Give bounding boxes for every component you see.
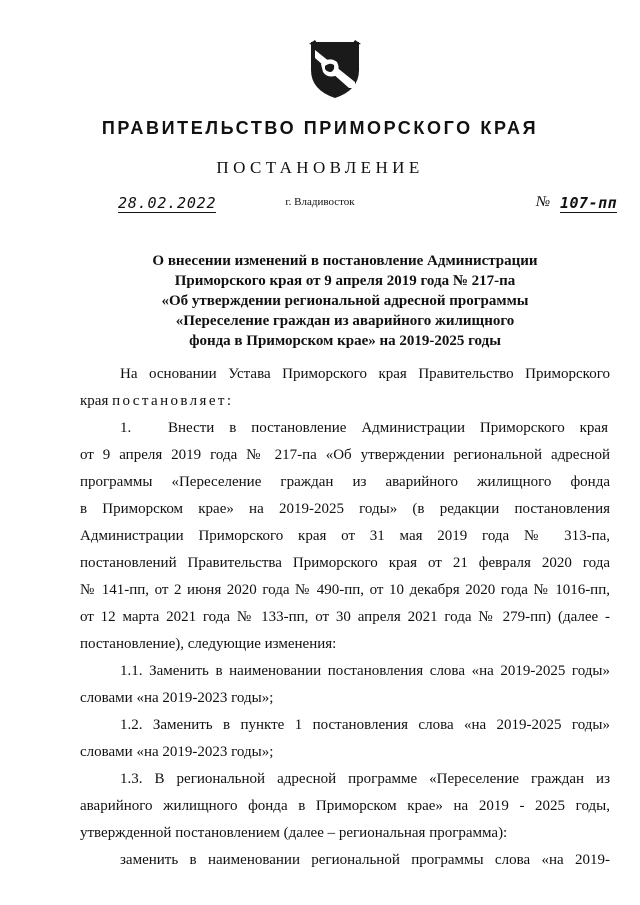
body-line: словами «на 2019-2023 годы»;: [80, 690, 274, 706]
body-line: № 141-пп, от 2 июня 2020 года № 490-пп, от 10 декабря 2020 года № 1016-пп,: [80, 582, 610, 598]
body-line: Администрации Приморского края от 31 мая 2019 года № 313-па,: [80, 528, 610, 544]
body-line: постановление), следующие изменения:: [80, 636, 337, 652]
body-text: края: [80, 393, 109, 409]
body-line: от 9 апреля 2019 года № 217-па «Об утверждении региональной адресной: [80, 447, 610, 463]
document-date: 28.02.2022: [118, 194, 217, 212]
heading-line: фонда в Приморском крае» на 2019-2025 годы: [189, 333, 501, 349]
government-title: ПРАВИТЕЛЬСТВО ПРИМОРСКОГО КРАЯ: [101, 118, 539, 138]
body-line: словами «на 2019-2023 годы»;: [80, 744, 274, 760]
body-line: На основании Устава Приморского края Правительство Приморского: [120, 366, 610, 382]
body-line: 1.3. В региональной адресной программе «Переселение граждан из: [120, 771, 610, 787]
document-body: [80, 364, 610, 877]
document-meta-row: [0, 194, 640, 218]
item-number: 1.: [120, 420, 132, 436]
body-line: утвержденной постановлением (далее – региональная программа):: [80, 825, 508, 841]
body-line: [80, 418, 610, 445]
body-line: 1.1. Заменить в наименовании постановления слова «на 2019-2025 годы»: [120, 663, 610, 679]
document-city: г. Владивосток: [285, 196, 355, 208]
coat-of-arms-emblem: [307, 40, 363, 100]
body-line: [80, 391, 610, 418]
body-text: Внести в постановление Администрации Приморского края: [168, 420, 608, 436]
body-line: постановлений Правительства Приморского края от 21 февраля 2020 года: [80, 555, 610, 571]
heading-line: Приморского края от 9 апреля 2019 года № 217-па: [174, 273, 516, 289]
body-line: в Приморском крае» на 2019-2025 годы» (в редакции постановления: [80, 501, 610, 517]
body-text-spaced: постановляет:: [112, 393, 234, 409]
document-type: ПОСТАНОВЛЕНИЕ: [216, 158, 424, 177]
body-line: от 12 марта 2021 года № 133-пп, от 30 апреля 2021 года № 279-пп) (далее -: [80, 609, 610, 625]
heading-line: О внесении изменений в постановление Администрации: [152, 253, 538, 269]
heading-line: «Об утверждении региональной адресной программы: [161, 293, 529, 309]
heading-line: «Переселение граждан из аварийного жилищного: [175, 313, 515, 329]
body-line: заменить в наименовании региональной программы слова «на 2019-: [120, 852, 610, 868]
body-line: аварийного жилищного фонда в Приморском крае» на 2019 - 2025 годы,: [80, 798, 610, 814]
document-heading: [80, 251, 610, 351]
document-number: 107-пп: [560, 194, 618, 212]
body-line: 1.2. Заменить в пункте 1 постановления слова «на 2019-2025 годы»: [120, 717, 610, 733]
document-number-sign: №: [536, 194, 551, 210]
body-line: программы «Переселение граждан из аварийного жилищного фонда: [80, 474, 610, 490]
